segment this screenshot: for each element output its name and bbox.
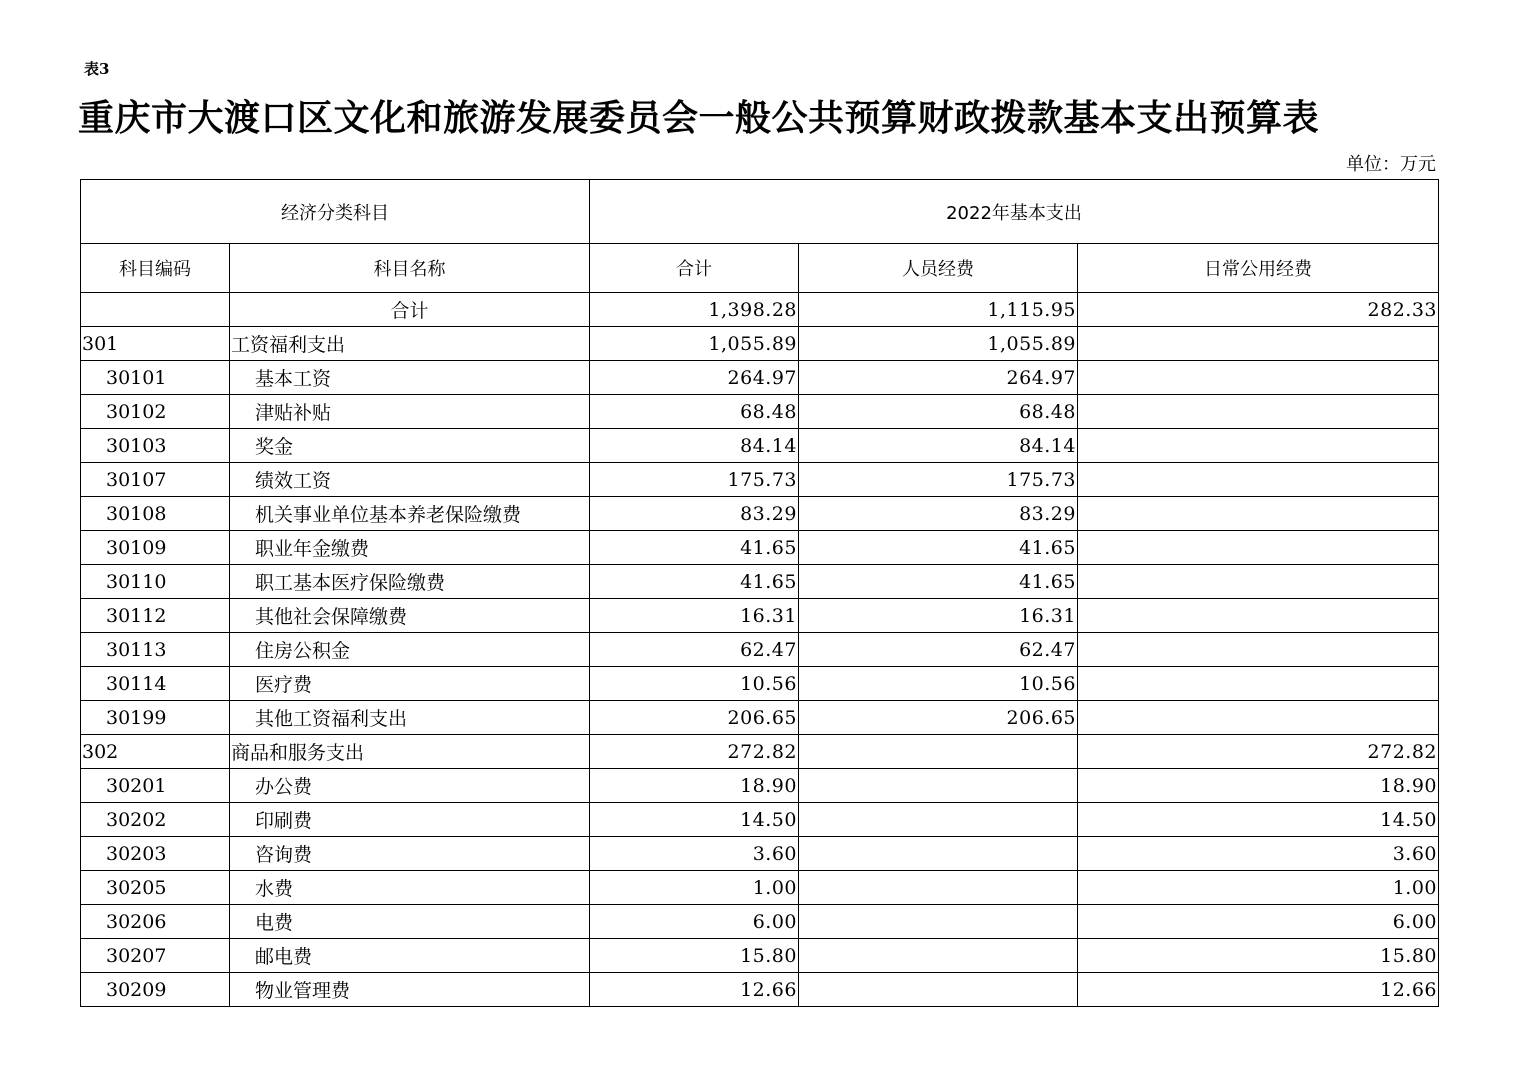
cell-public bbox=[1078, 327, 1439, 361]
cell-name: 绩效工资 bbox=[230, 463, 590, 497]
cell-personnel: 1,115.95 bbox=[799, 293, 1078, 327]
cell-public bbox=[1078, 531, 1439, 565]
table-row bbox=[81, 633, 1439, 667]
cell-personnel bbox=[799, 939, 1078, 973]
cell-public: 272.82 bbox=[1078, 735, 1439, 769]
cell-public: 18.90 bbox=[1078, 769, 1439, 803]
cell-name: 邮电费 bbox=[230, 939, 590, 973]
cell-name: 医疗费 bbox=[230, 667, 590, 701]
table-row bbox=[81, 939, 1439, 973]
cell-personnel: 206.65 bbox=[799, 701, 1078, 735]
cell-name: 其他社会保障缴费 bbox=[230, 599, 590, 633]
cell-public: 14.50 bbox=[1078, 803, 1439, 837]
column-header-row bbox=[81, 244, 1439, 293]
cell-total: 175.73 bbox=[590, 463, 799, 497]
cell-total: 12.66 bbox=[590, 973, 799, 1007]
cell-name: 职工基本医疗保险缴费 bbox=[230, 565, 590, 599]
cell-public: 12.66 bbox=[1078, 973, 1439, 1007]
header-basic-expenditure-year: 2022年基本支出 bbox=[590, 180, 1439, 244]
cell-code: 30207 bbox=[81, 939, 230, 973]
cell-name: 电费 bbox=[230, 905, 590, 939]
cell-name: 商品和服务支出 bbox=[230, 735, 590, 769]
cell-public bbox=[1078, 667, 1439, 701]
table-row bbox=[81, 429, 1439, 463]
page-title: 重庆市大渡口区文化和旅游发展委员会一般公共预算财政拨款基本支出预算表 bbox=[78, 98, 1320, 139]
cell-name: 水费 bbox=[230, 871, 590, 905]
table-row bbox=[81, 361, 1439, 395]
cell-code: 30201 bbox=[81, 769, 230, 803]
cell-personnel: 41.65 bbox=[799, 531, 1078, 565]
cell-personnel bbox=[799, 837, 1078, 871]
cell-personnel bbox=[799, 769, 1078, 803]
table-row bbox=[81, 293, 1439, 327]
cell-code: 30199 bbox=[81, 701, 230, 735]
cell-total: 41.65 bbox=[590, 565, 799, 599]
cell-public: 3.60 bbox=[1078, 837, 1439, 871]
cell-code: 30114 bbox=[81, 667, 230, 701]
cell-name: 工资福利支出 bbox=[230, 327, 590, 361]
cell-code: 30101 bbox=[81, 361, 230, 395]
cell-public: 282.33 bbox=[1078, 293, 1439, 327]
table-row bbox=[81, 599, 1439, 633]
cell-name: 职业年金缴费 bbox=[230, 531, 590, 565]
cell-total: 14.50 bbox=[590, 803, 799, 837]
budget-table bbox=[80, 179, 1439, 1007]
cell-name: 印刷费 bbox=[230, 803, 590, 837]
cell-total: 68.48 bbox=[590, 395, 799, 429]
header-public: 日常公用经费 bbox=[1078, 244, 1439, 293]
table-row bbox=[81, 803, 1439, 837]
cell-public: 15.80 bbox=[1078, 939, 1439, 973]
cell-name: 合计 bbox=[230, 293, 590, 327]
cell-name: 奖金 bbox=[230, 429, 590, 463]
cell-total: 264.97 bbox=[590, 361, 799, 395]
cell-public bbox=[1078, 395, 1439, 429]
header-total: 合计 bbox=[590, 244, 799, 293]
table-row bbox=[81, 565, 1439, 599]
header-personnel: 人员经费 bbox=[799, 244, 1078, 293]
unit-label: 单位：万元 bbox=[1346, 154, 1436, 175]
table-row bbox=[81, 701, 1439, 735]
cell-name: 其他工资福利支出 bbox=[230, 701, 590, 735]
table-row bbox=[81, 735, 1439, 769]
cell-personnel: 1,055.89 bbox=[799, 327, 1078, 361]
table-row bbox=[81, 531, 1439, 565]
cell-personnel bbox=[799, 735, 1078, 769]
cell-total: 15.80 bbox=[590, 939, 799, 973]
cell-public bbox=[1078, 463, 1439, 497]
cell-public bbox=[1078, 599, 1439, 633]
cell-total: 206.65 bbox=[590, 701, 799, 735]
table-row bbox=[81, 497, 1439, 531]
table-row bbox=[81, 395, 1439, 429]
table-row bbox=[81, 837, 1439, 871]
cell-total: 3.60 bbox=[590, 837, 799, 871]
cell-total: 1,055.89 bbox=[590, 327, 799, 361]
cell-name: 基本工资 bbox=[230, 361, 590, 395]
cell-personnel: 68.48 bbox=[799, 395, 1078, 429]
cell-public bbox=[1078, 633, 1439, 667]
table-row bbox=[81, 769, 1439, 803]
cell-personnel bbox=[799, 803, 1078, 837]
table-label: 表3 bbox=[84, 60, 110, 78]
cell-code: 30109 bbox=[81, 531, 230, 565]
cell-code: 30103 bbox=[81, 429, 230, 463]
cell-total: 272.82 bbox=[590, 735, 799, 769]
header-name: 科目名称 bbox=[230, 244, 590, 293]
cell-total: 10.56 bbox=[590, 667, 799, 701]
cell-personnel: 41.65 bbox=[799, 565, 1078, 599]
cell-code: 30112 bbox=[81, 599, 230, 633]
cell-public bbox=[1078, 497, 1439, 531]
header-economic-category: 经济分类科目 bbox=[81, 180, 590, 244]
cell-code: 30102 bbox=[81, 395, 230, 429]
cell-total: 16.31 bbox=[590, 599, 799, 633]
cell-name: 住房公积金 bbox=[230, 633, 590, 667]
table-body bbox=[81, 293, 1439, 1007]
cell-total: 84.14 bbox=[590, 429, 799, 463]
cell-personnel: 62.47 bbox=[799, 633, 1078, 667]
cell-public bbox=[1078, 429, 1439, 463]
cell-total: 83.29 bbox=[590, 497, 799, 531]
table-row bbox=[81, 905, 1439, 939]
cell-personnel: 175.73 bbox=[799, 463, 1078, 497]
cell-personnel: 264.97 bbox=[799, 361, 1078, 395]
cell-total: 6.00 bbox=[590, 905, 799, 939]
cell-total: 1.00 bbox=[590, 871, 799, 905]
table-row bbox=[81, 667, 1439, 701]
cell-public bbox=[1078, 565, 1439, 599]
table-row bbox=[81, 327, 1439, 361]
cell-personnel: 10.56 bbox=[799, 667, 1078, 701]
cell-code: 30107 bbox=[81, 463, 230, 497]
cell-name: 津贴补贴 bbox=[230, 395, 590, 429]
cell-code: 302 bbox=[81, 735, 230, 769]
table-row bbox=[81, 871, 1439, 905]
cell-code: 30113 bbox=[81, 633, 230, 667]
cell-public: 6.00 bbox=[1078, 905, 1439, 939]
cell-personnel bbox=[799, 905, 1078, 939]
cell-code: 30203 bbox=[81, 837, 230, 871]
cell-code: 30209 bbox=[81, 973, 230, 1007]
table-row bbox=[81, 463, 1439, 497]
cell-code: 30206 bbox=[81, 905, 230, 939]
cell-code: 301 bbox=[81, 327, 230, 361]
cell-total: 1,398.28 bbox=[590, 293, 799, 327]
table-row bbox=[81, 973, 1439, 1007]
cell-public bbox=[1078, 361, 1439, 395]
cell-name: 咨询费 bbox=[230, 837, 590, 871]
cell-personnel: 16.31 bbox=[799, 599, 1078, 633]
cell-code bbox=[81, 293, 230, 327]
cell-personnel bbox=[799, 973, 1078, 1007]
cell-total: 18.90 bbox=[590, 769, 799, 803]
cell-code: 30205 bbox=[81, 871, 230, 905]
group-header-row bbox=[81, 180, 1439, 244]
header-code: 科目编码 bbox=[81, 244, 230, 293]
cell-public bbox=[1078, 701, 1439, 735]
cell-name: 办公费 bbox=[230, 769, 590, 803]
cell-name: 机关事业单位基本养老保险缴费 bbox=[230, 497, 590, 531]
cell-personnel bbox=[799, 871, 1078, 905]
cell-code: 30202 bbox=[81, 803, 230, 837]
cell-public: 1.00 bbox=[1078, 871, 1439, 905]
cell-code: 30110 bbox=[81, 565, 230, 599]
cell-name: 物业管理费 bbox=[230, 973, 590, 1007]
cell-personnel: 83.29 bbox=[799, 497, 1078, 531]
cell-code: 30108 bbox=[81, 497, 230, 531]
cell-total: 62.47 bbox=[590, 633, 799, 667]
cell-personnel: 84.14 bbox=[799, 429, 1078, 463]
cell-total: 41.65 bbox=[590, 531, 799, 565]
